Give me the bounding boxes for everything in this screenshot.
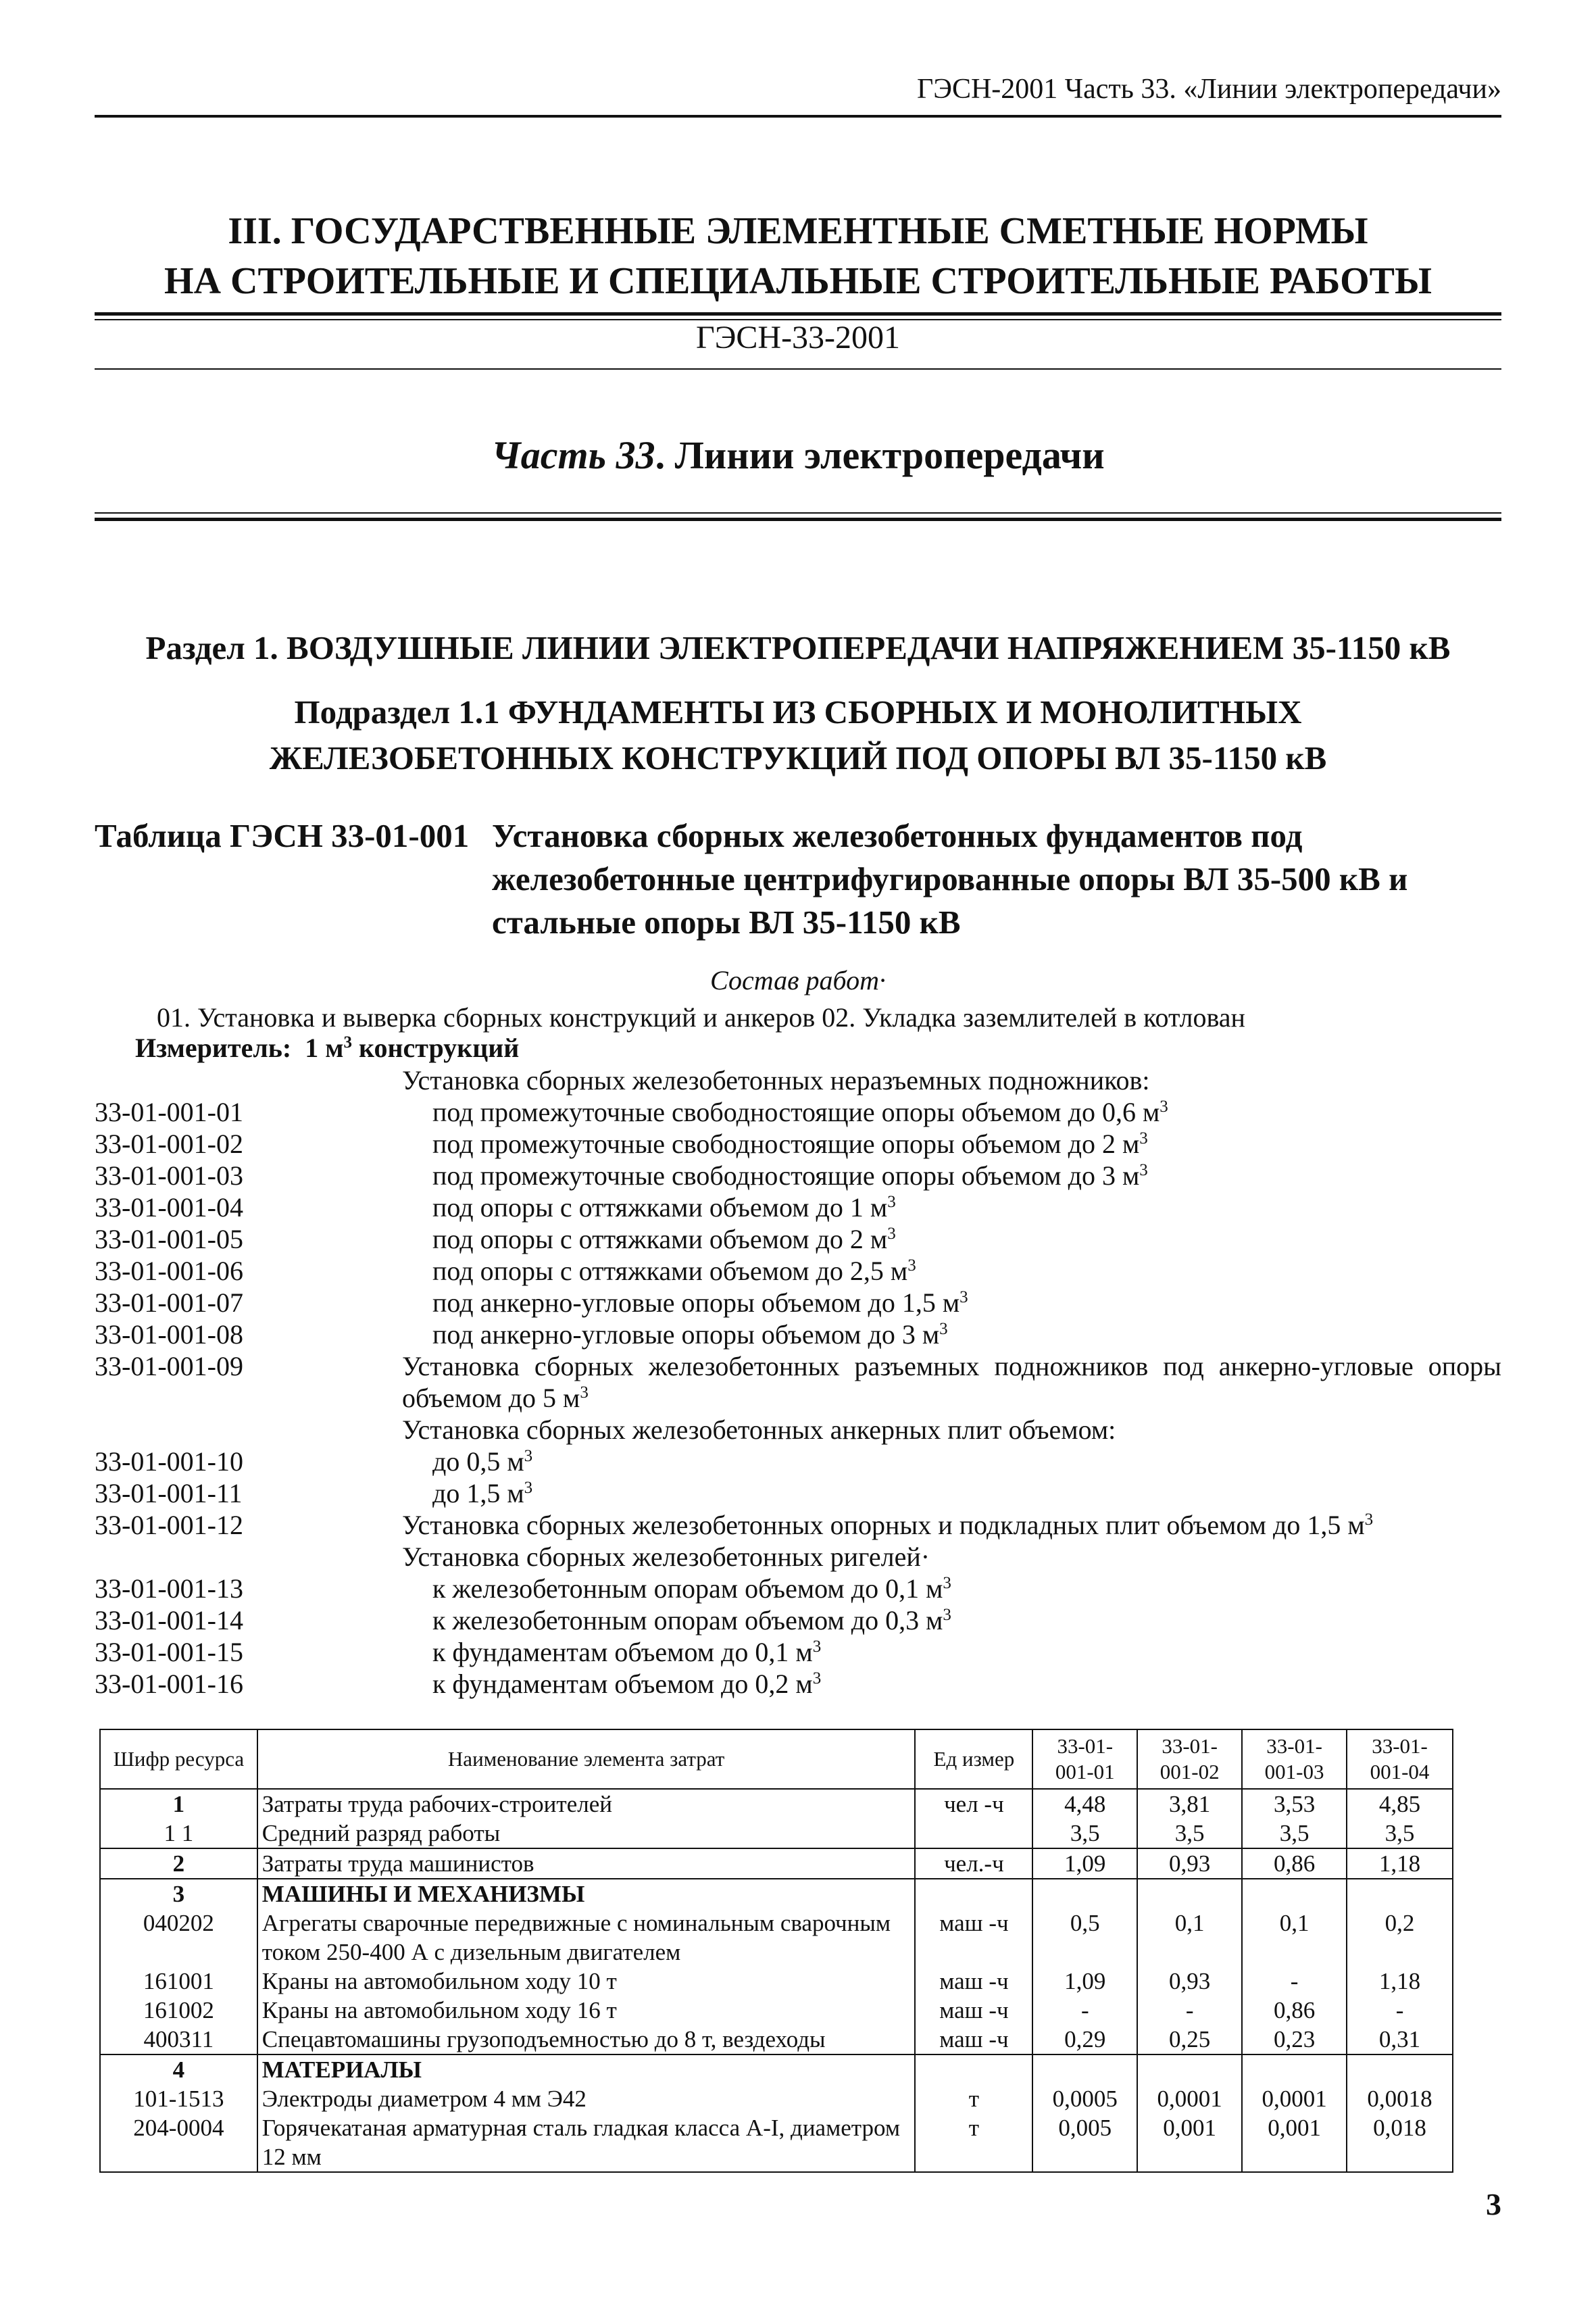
norm-table-text: Установка сборных железобетонных фундаментов под железобетонные центрифугированные опоры ВЛ 35-500 кВ и стальные опоры ВЛ 35-1150 кВ [492, 817, 1408, 941]
resource-unit [915, 2054, 1032, 2084]
part-rule-thick [95, 518, 1501, 521]
resource-unit: т [915, 2084, 1032, 2113]
resource-code: 1 1 [100, 1819, 257, 1848]
norm-code: 33-01-001-09 [95, 1351, 243, 1381]
resource-value-2: 0,0001 [1137, 2084, 1242, 2113]
part-label: Часть 33 [491, 433, 655, 477]
header-rule [95, 115, 1501, 118]
header-col-1: 33-01- 001-01 [1032, 1729, 1137, 1789]
resource-value-2: 0,25 [1137, 2025, 1242, 2054]
norm-row [95, 1160, 1501, 1191]
norm-row [95, 1319, 1501, 1350]
resource-value-3: 3,53 [1242, 1789, 1347, 1819]
resource-value-1: 1,09 [1032, 1967, 1137, 1996]
resource-name: Средний разряд работы [257, 1819, 916, 1848]
resource-value-2: 0,93 [1137, 1848, 1242, 1879]
resource-value-4: 1,18 [1347, 1967, 1453, 1996]
resource-value-1: 4,48 [1032, 1789, 1137, 1819]
resource-code: 161001 [100, 1967, 257, 1996]
part-name: Линии электропередачи [674, 433, 1105, 477]
resource-value-3: 0,86 [1242, 1848, 1347, 1879]
resource-name: Спецавтомашины грузоподъемностью до 8 т, вездеходы [257, 2025, 916, 2054]
section-title: Раздел 1. ВОЗДУШНЫЕ ЛИНИИ ЭЛЕКТРОПЕРЕДАЧИ НАПРЯЖЕНИЕМ 35-1150 кВ [145, 629, 1451, 666]
norm-description: к железобетонным опорам объемом до 0,3 $м^3$ [432, 1605, 951, 1635]
resource-unit: маш -ч [915, 1909, 1032, 1967]
norm-code: 33-01-001-11 [95, 1478, 243, 1508]
resource-value-2 [1137, 1879, 1242, 1909]
resource-value-3: 0,86 [1242, 1996, 1347, 2025]
norm-description: под анкерно-угловые опоры объемом до 3 $м^3$ [432, 1319, 948, 1350]
norm-description: под опоры с оттяжками объемом до 2 $м^3$ [432, 1224, 896, 1254]
resource-value-1: 0,005 [1032, 2113, 1137, 2172]
title-line-2: НА СТРОИТЕЛЬНЫЕ И СПЕЦИАЛЬНЫЕ СТРОИТЕЛЬНЫЕ РАБОТЫ [164, 260, 1432, 302]
norm-row [95, 1509, 1501, 1541]
resource-row [100, 1848, 1453, 1879]
resource-code: 101-1513 [100, 2084, 257, 2113]
header-code: Шифр ресурса [100, 1729, 257, 1789]
norm-code: 33-01-001-13 [95, 1573, 243, 1604]
norm-code: 33-01-001-07 [95, 1287, 243, 1318]
resource-value-1 [1032, 2054, 1137, 2084]
header-col-3: 33-01- 001-03 [1242, 1729, 1347, 1789]
resource-row [100, 2054, 1453, 2084]
resource-row [100, 2084, 1453, 2113]
norm-code: 33-01-001-01 [95, 1097, 243, 1127]
resource-value-1: 0,0005 [1032, 2084, 1137, 2113]
measure-value: 1 $м^3$ конструкций [305, 1033, 520, 1063]
resource-value-2: 0,1 [1137, 1909, 1242, 1967]
title-line-1: III. ГОСУДАРСТВЕННЫЕ ЭЛЕМЕНТНЫЕ СМЕТНЫЕ НОРМЫ [228, 210, 1368, 252]
resource-value-2: - [1137, 1996, 1242, 2025]
norm-list [95, 1064, 1501, 1700]
norm-row [95, 1636, 1501, 1668]
document-title [95, 206, 1501, 306]
resource-value-3 [1242, 1879, 1347, 1909]
resource-code: 1 [100, 1789, 257, 1819]
resource-name: Горячекатаная арматурная сталь гладкая класса А-I, диаметром 12 мм [257, 2113, 916, 2172]
resource-row [100, 2025, 1453, 2054]
norm-description: под анкерно-угловые опоры объемом до 1,5 $м^3$ [432, 1287, 968, 1318]
norm-row [95, 1287, 1501, 1319]
resource-value-3 [1242, 2054, 1347, 2084]
measure-label: Измеритель: [135, 1033, 292, 1063]
norm-description: под промежуточные свободностоящие опоры объемом до 2 $м^3$ [432, 1129, 1148, 1159]
resource-name: Агрегаты сварочные передвижные с номинальным сварочным током 250-400 А с дизельным двигателем [257, 1909, 916, 1967]
norm-row [95, 1573, 1501, 1604]
norm-row [95, 1350, 1501, 1414]
page-number: 3 [1486, 2187, 1501, 2221]
document-code: ГЭСН-33-2001 [695, 320, 901, 355]
resource-table-header [100, 1729, 1453, 1789]
norm-description: к железобетонным опорам объемом до 0,1 $м^3$ [432, 1573, 951, 1604]
part-rule-thin [95, 512, 1501, 514]
norm-code: 33-01-001-05 [95, 1224, 243, 1254]
resource-code: 040202 [100, 1909, 257, 1967]
resource-name: Затраты труда рабочих-строителей [257, 1789, 916, 1819]
norm-table-title [95, 814, 1501, 944]
norm-description: под опоры с оттяжками объемом до 2,5 $м^3$ [432, 1256, 916, 1286]
resource-value-1: 1,09 [1032, 1848, 1137, 1879]
norm-row [95, 1255, 1501, 1287]
norm-row [95, 1191, 1501, 1223]
norm-code: 33-01-001-10 [95, 1446, 243, 1477]
resource-code: 2 [100, 1848, 257, 1879]
resource-value-1 [1032, 1879, 1137, 1909]
norm-description: к фундаментам объемом до 0,1 $м^3$ [432, 1637, 822, 1667]
norm-description: под опоры с оттяжками объемом до 1 $м^3$ [432, 1192, 896, 1223]
norm-description: Установка сборных железобетонных неразъемных подножников: [402, 1065, 1150, 1096]
resource-value-2: 0,93 [1137, 1967, 1242, 1996]
resource-value-4 [1347, 2054, 1453, 2084]
running-header: ГЭСН-2001 Часть 33. «Линии электропередачи» [916, 74, 1501, 105]
resource-unit: т [915, 2113, 1032, 2172]
resource-row [100, 1996, 1453, 2025]
norm-description: Установка сборных железобетонных анкерных плит объемом: [402, 1414, 1116, 1445]
header-unit: Ед измер [915, 1729, 1032, 1789]
resource-value-4: 3,5 [1347, 1819, 1453, 1848]
subsection-line-2: ЖЕЛЕЗОБЕТОННЫХ КОНСТРУКЦИЙ ПОД ОПОРЫ ВЛ 35-1150 кВ [269, 739, 1327, 777]
norm-row [95, 1064, 1501, 1096]
resource-name: Затраты труда машинистов [257, 1848, 916, 1879]
resource-value-3: 0,1 [1242, 1909, 1347, 1967]
resource-value-3: 3,5 [1242, 1819, 1347, 1848]
resource-row [100, 1819, 1453, 1848]
norm-row [95, 1477, 1501, 1509]
norm-row [95, 1414, 1501, 1446]
resource-row [100, 1967, 1453, 1996]
resource-name: МАТЕРИАЛЫ [257, 2054, 916, 2084]
resource-value-1: - [1032, 1996, 1137, 2025]
title-rule-top [95, 312, 1501, 316]
subsection-line-1: Подраздел 1.1 ФУНДАМЕНТЫ ИЗ СБОРНЫХ И МОНОЛИТНЫХ [294, 693, 1302, 731]
resource-value-2: 3,5 [1137, 1819, 1242, 1848]
resource-unit [915, 1819, 1032, 1848]
resource-value-4: 4,85 [1347, 1789, 1453, 1819]
norm-code: 33-01-001-04 [95, 1192, 243, 1223]
part-dot: . [655, 433, 666, 477]
resource-value-4: 0,018 [1347, 2113, 1453, 2172]
norm-row [95, 1096, 1501, 1128]
resource-value-4: 0,0018 [1347, 2084, 1453, 2113]
norm-description: под промежуточные свободностоящие опоры объемом до 3 $м^3$ [432, 1160, 1148, 1191]
composition-heading: Состав работ· [710, 965, 886, 995]
header-col-2: 33-01- 001-02 [1137, 1729, 1242, 1789]
resource-value-3: 0,001 [1242, 2113, 1347, 2172]
norm-row [95, 1128, 1501, 1160]
resource-value-1: 0,29 [1032, 2025, 1137, 2054]
resource-value-4: 1,18 [1347, 1848, 1453, 1879]
resource-code: 204-0004 [100, 2113, 257, 2172]
norm-code: 33-01-001-15 [95, 1637, 243, 1667]
norm-row [95, 1668, 1501, 1700]
header-col-4: 33-01- 001-04 [1347, 1729, 1453, 1789]
resource-row [100, 2113, 1453, 2172]
code-rule [95, 368, 1501, 370]
resource-value-4: 0,31 [1347, 2025, 1453, 2054]
norm-code: 33-01-001-12 [95, 1510, 243, 1540]
resource-code: 400311 [100, 2025, 257, 2054]
norm-row [95, 1541, 1501, 1573]
norm-description: до 1,5 $м^3$ [432, 1478, 533, 1508]
resource-unit: чел -ч [915, 1789, 1032, 1819]
norm-description: Установка сборных железобетонных разъемных подножников под анкерно-угловые опоры объемом до 5 $м^3$ [402, 1351, 1501, 1413]
resource-name: МАШИНЫ И МЕХАНИЗМЫ [257, 1879, 916, 1909]
resource-name: Краны на автомобильном ходу 10 т [257, 1967, 916, 1996]
resource-value-2: 0,001 [1137, 2113, 1242, 2172]
measure-line [135, 1032, 519, 1064]
resource-value-2: 3,81 [1137, 1789, 1242, 1819]
norm-description: к фундаментам объемом до 0,2 $м^3$ [432, 1669, 822, 1699]
norm-description: Установка сборных железобетонных опорных и подкладных плит объемом до 1,5 $м^3$ [402, 1510, 1374, 1540]
resource-row [100, 1879, 1453, 1909]
norm-description: до 0,5 $м^3$ [432, 1446, 533, 1477]
resource-value-1: 3,5 [1032, 1819, 1137, 1848]
resource-value-4: - [1347, 1996, 1453, 2025]
norm-code: 33-01-001-08 [95, 1319, 243, 1350]
resource-value-1: 0,5 [1032, 1909, 1137, 1967]
resource-value-4: 0,2 [1347, 1909, 1453, 1967]
norm-description: Установка сборных железобетонных ригелей· [402, 1542, 930, 1572]
resource-row [100, 1909, 1453, 1967]
resource-code: 3 [100, 1879, 257, 1909]
norm-row [95, 1446, 1501, 1477]
resource-code: 161002 [100, 1996, 257, 2025]
part-title [95, 433, 1501, 478]
norm-row [95, 1604, 1501, 1636]
resource-table [99, 1729, 1453, 2173]
norm-row [95, 1223, 1501, 1255]
norm-description: под промежуточные свободностоящие опоры объемом до 0,6 $м^3$ [432, 1097, 1168, 1127]
resource-value-4 [1347, 1879, 1453, 1909]
resource-unit: чел.-ч [915, 1848, 1032, 1879]
subsection-title [95, 689, 1501, 781]
resource-name: Краны на автомобильном ходу 16 т [257, 1996, 916, 2025]
resource-name: Электроды диаметром 4 мм Э42 [257, 2084, 916, 2113]
resource-value-3: 0,0001 [1242, 2084, 1347, 2113]
resource-unit: маш -ч [915, 1967, 1032, 1996]
resource-unit: маш -ч [915, 2025, 1032, 2054]
norm-code: 33-01-001-06 [95, 1256, 243, 1286]
norm-code: 33-01-001-16 [95, 1669, 243, 1699]
norm-table-label: Таблица ГЭСН 33-01-001 [95, 817, 470, 854]
norm-code: 33-01-001-14 [95, 1605, 243, 1635]
header-name: Наименование элемента затрат [257, 1729, 916, 1789]
resource-code: 4 [100, 2054, 257, 2084]
resource-value-2 [1137, 2054, 1242, 2084]
resource-unit [915, 1879, 1032, 1909]
composition-items: 01. Установка и выверка сборных конструкций и анкеров 02. Укладка заземлителей в котлован [157, 1002, 1245, 1033]
resource-value-3: 0,23 [1242, 2025, 1347, 2054]
resource-unit: маш -ч [915, 1996, 1032, 2025]
norm-code: 33-01-001-02 [95, 1129, 243, 1159]
norm-code: 33-01-001-03 [95, 1160, 243, 1191]
resource-row [100, 1789, 1453, 1819]
resource-value-3: - [1242, 1967, 1347, 1996]
